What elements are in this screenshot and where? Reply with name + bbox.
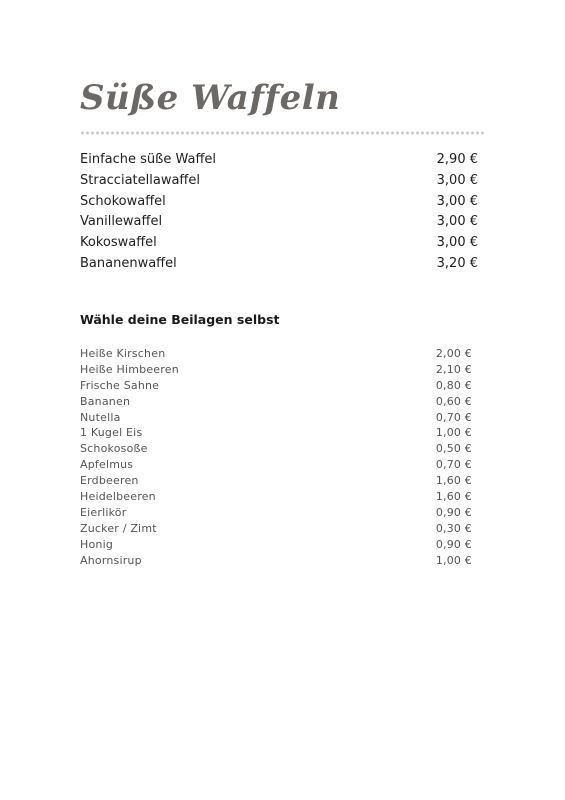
extra-name: Ahornsirup — [80, 553, 142, 567]
extra-item — [80, 441, 472, 457]
waffle-list — [80, 150, 478, 275]
extra-name: Bananen — [80, 394, 131, 408]
extra-item — [80, 457, 472, 473]
extra-item — [80, 521, 472, 537]
waffle-item — [80, 171, 478, 192]
extra-item — [80, 378, 472, 394]
extra-price: 0,90 € — [435, 505, 472, 519]
extra-price: 0,70 € — [435, 458, 472, 472]
extra-price: 2,00 € — [435, 347, 472, 360]
extra-price: 1,60 € — [435, 474, 472, 488]
extras-list — [80, 346, 472, 568]
extra-item — [80, 394, 472, 410]
extra-price: 0,90 € — [435, 537, 472, 551]
extra-item — [80, 362, 472, 378]
extra-price: 1,00 € — [435, 553, 472, 567]
extra-name: Heiße Himbeeren — [80, 362, 179, 376]
extra-name: Zucker / Zimt — [80, 521, 157, 535]
waffle-price: 3,00 € — [436, 214, 478, 230]
extra-item — [80, 537, 472, 553]
extra-price: 0,80 € — [435, 378, 472, 392]
waffle-item — [80, 254, 478, 275]
extra-name: Heiße Kirschen — [80, 347, 166, 360]
waffle-item — [80, 233, 478, 254]
extra-item — [80, 553, 472, 569]
extras-heading: Wähle deine Beilagen selbst — [80, 312, 280, 327]
waffle-item — [80, 192, 478, 213]
extra-price: 0,70 € — [435, 410, 472, 424]
extra-item — [80, 473, 472, 489]
dotted-divider — [80, 131, 484, 135]
waffle-price: 3,00 € — [436, 193, 478, 209]
extra-price: 2,10 € — [435, 362, 472, 376]
waffle-name: Stracciatellawaffel — [80, 172, 200, 188]
waffle-item — [80, 150, 478, 171]
extra-price: 1,00 € — [435, 426, 472, 440]
extra-name: 1 Kugel Eis — [80, 426, 143, 440]
waffle-item — [80, 212, 478, 233]
extra-item — [80, 346, 472, 362]
waffle-price: 2,90 € — [436, 152, 478, 167]
waffle-name: Einfache süße Waffel — [80, 152, 217, 167]
waffle-price: 3,20 € — [436, 255, 478, 271]
extra-name: Schokosoße — [80, 442, 148, 456]
page-title: Süße Waffeln — [80, 78, 341, 118]
waffle-name: Vanillewaffel — [80, 214, 163, 230]
extra-price: 0,30 € — [435, 521, 472, 535]
extra-item — [80, 425, 472, 441]
extra-name: Eierlikör — [80, 505, 127, 519]
waffle-name: Schokowaffel — [80, 193, 166, 209]
extra-name: Heidelbeeren — [80, 490, 156, 504]
extra-name: Nutella — [80, 410, 121, 424]
extra-item — [80, 489, 472, 505]
waffle-name: Kokoswaffel — [80, 235, 157, 251]
extra-price: 0,50 € — [435, 442, 472, 456]
extra-name: Erdbeeren — [80, 474, 139, 488]
waffle-name: Bananenwaffel — [80, 255, 177, 271]
extra-item — [80, 505, 472, 521]
extra-price: 0,60 € — [435, 394, 472, 408]
waffle-price: 3,00 € — [436, 172, 478, 188]
extra-name: Frische Sahne — [80, 378, 160, 392]
extra-name: Apfelmus — [80, 458, 134, 472]
extra-price: 1,60 € — [435, 490, 472, 504]
extra-item — [80, 410, 472, 426]
extra-name: Honig — [80, 537, 114, 551]
waffle-price: 3,00 € — [436, 235, 478, 251]
